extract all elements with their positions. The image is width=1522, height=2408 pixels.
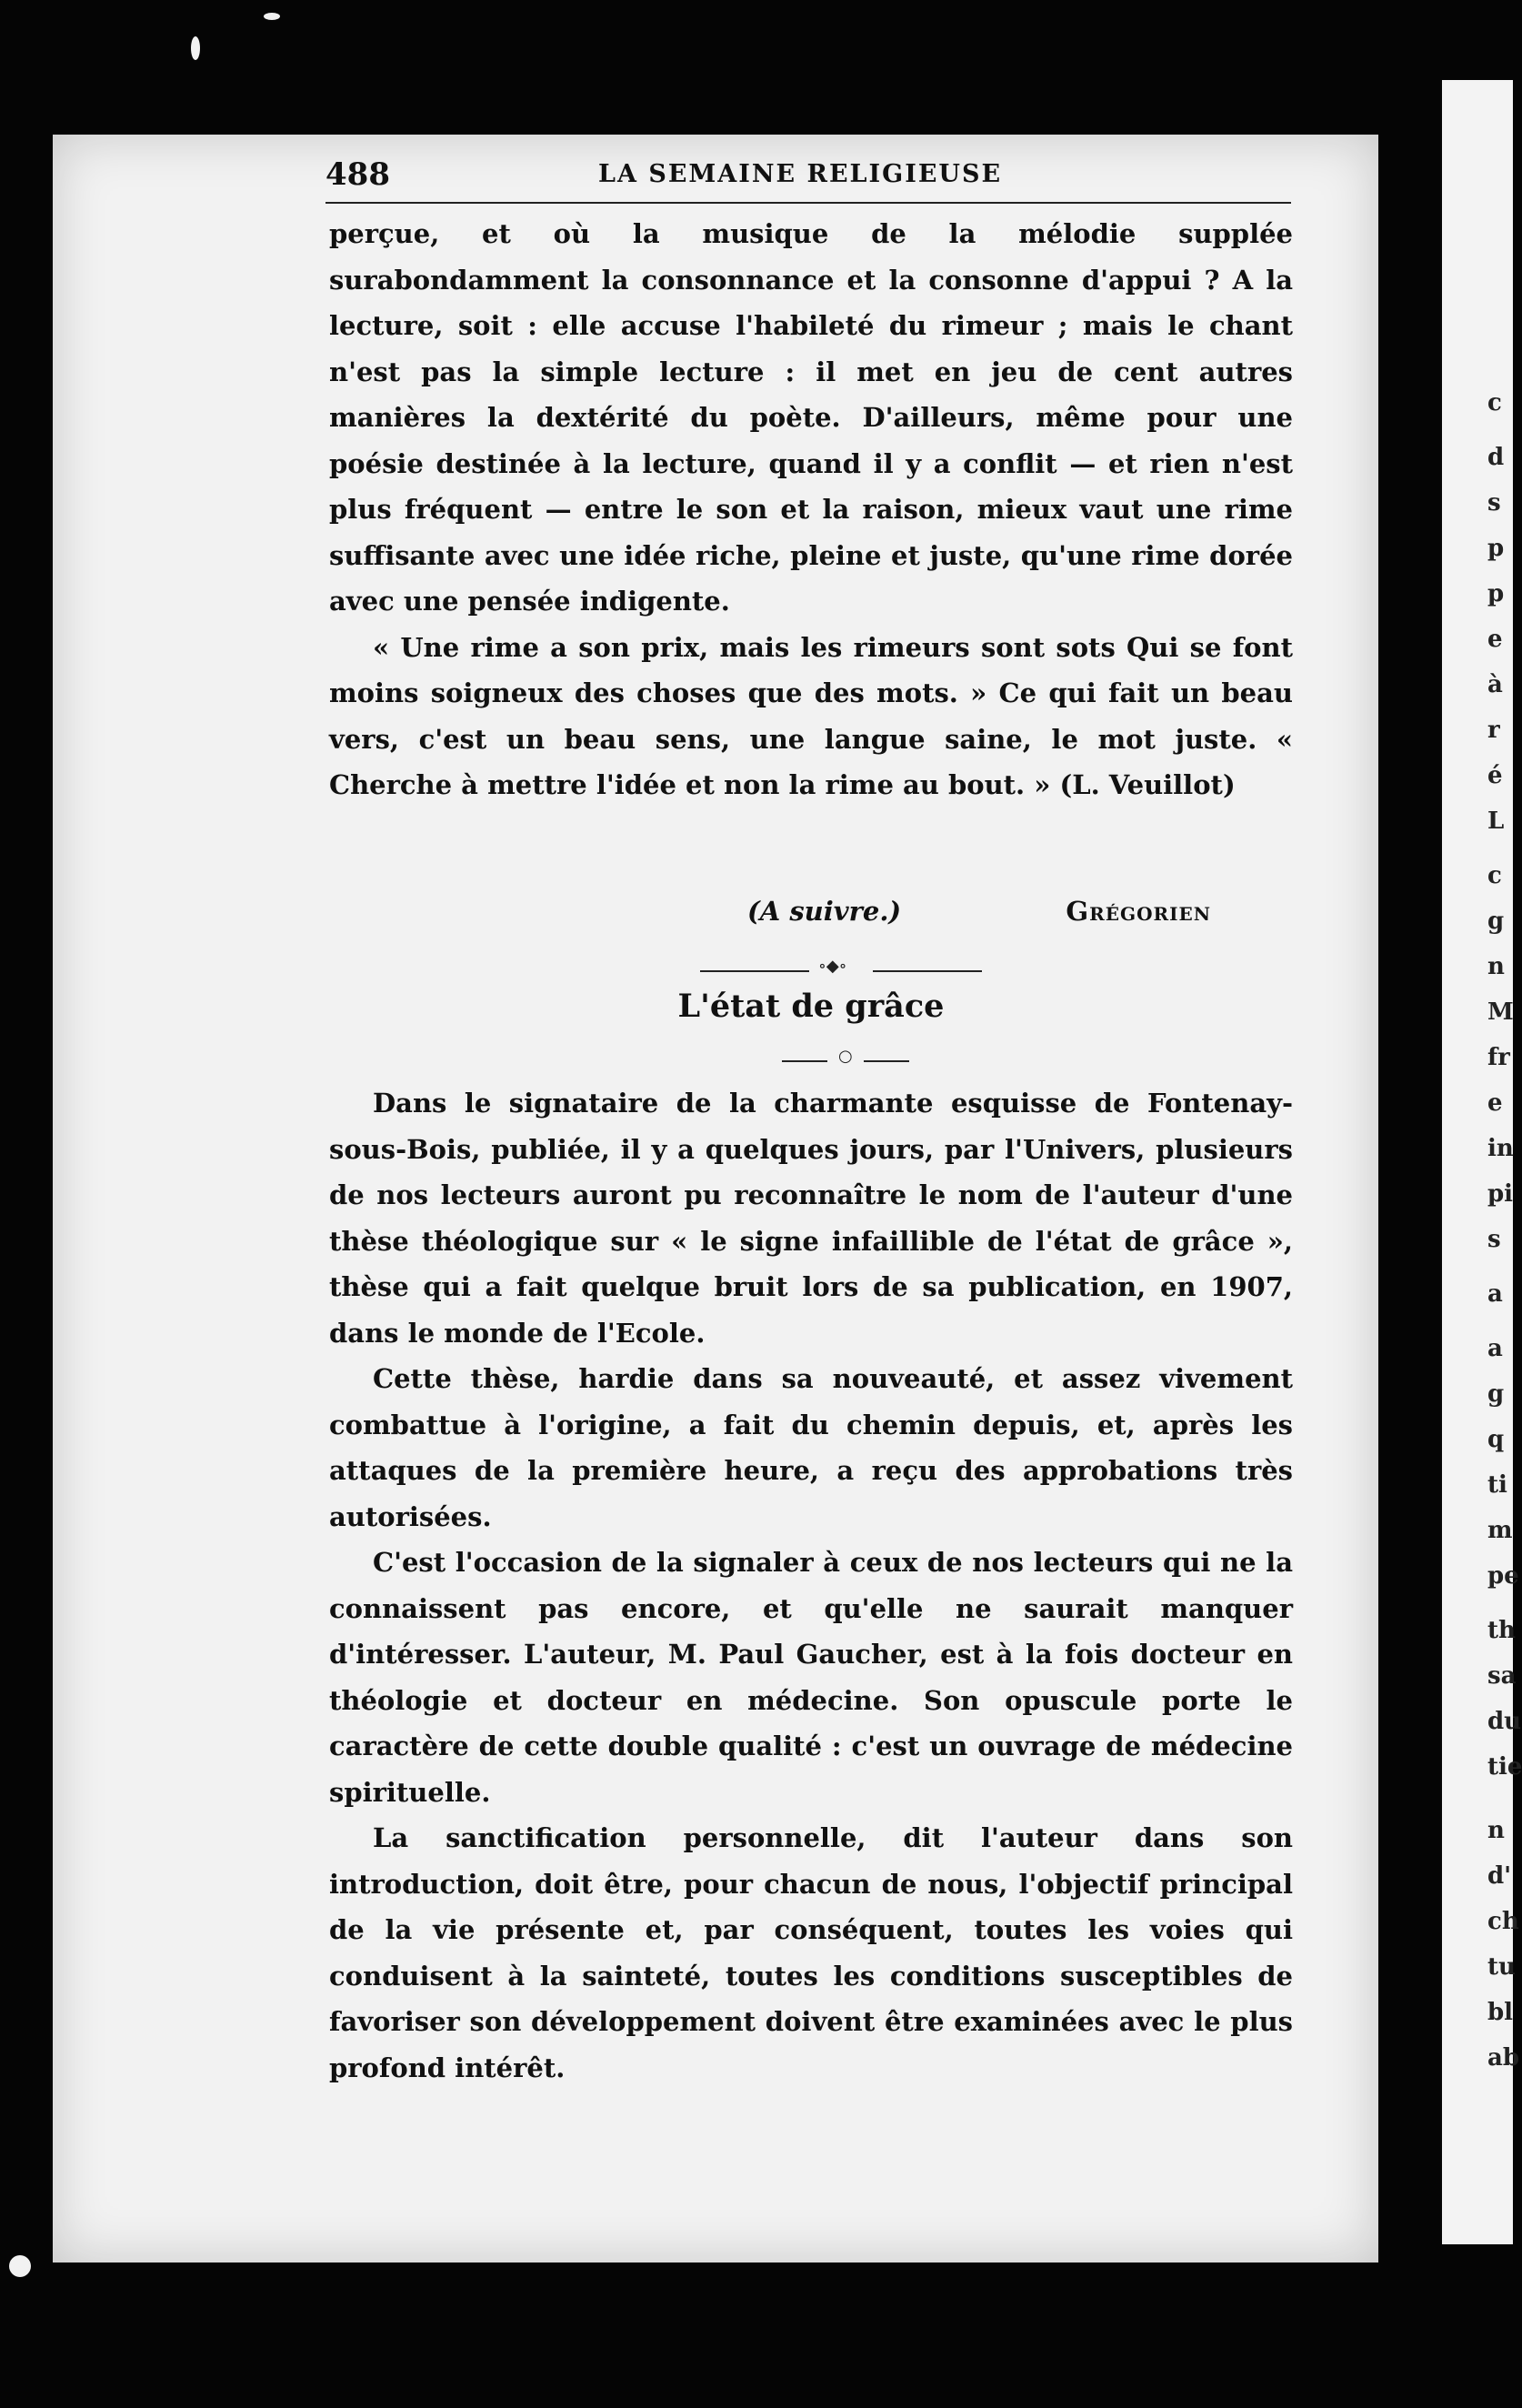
article-paragraph-4: La sanctification personnelle, dit l'auteur dans son introduction, doit être, pour chacun de nous, l'objectif principal de la vie présente et, par conséquent, toutes les voies qui conduisent à la sainteté, toutes les conditions susceptibles de favoriser son développement doivent être examinées avec le plus profond intérêt. [329,1822,1293,2083]
facing-page-fragment: M [1487,998,1514,1026]
facing-page-fragment: bl [1487,1999,1514,2026]
facing-page-fragment: e [1487,626,1503,653]
facing-page-fragment: p [1487,580,1505,607]
facing-page-fragment: g [1487,908,1505,935]
author-signature: Grégorien [1066,896,1211,927]
facing-page-fragment: n [1487,953,1505,980]
running-head [325,156,1291,204]
facing-page-fragment: a [1487,1280,1503,1308]
facing-page-fragment: sa [1487,1662,1517,1690]
to-be-continued: (A suivre.) [747,896,902,927]
facing-page-fragment: ab [1487,2044,1520,2072]
top-paragraph-block [329,211,1293,808]
facing-page-fragment: d [1487,444,1505,471]
facing-page-fragment: p [1487,535,1505,562]
facing-page-fragment: c [1487,389,1502,416]
facing-page-edge [1442,80,1522,2244]
article-paragraph-3: C'est l'occasion de la signaler à ceux de nos lecteurs qui ne la connaissent pas encore, et qu'elle ne saurait manquer d'intéresser. L'auteur, M. Paul Gaucher, est à la fois docteur en théologie et docteur en médecine. Son opuscule porte le caractère de cette double qualité : c'est un ouvrage de médecine spirituelle. [329,1547,1293,1808]
article-paragraph-2: Cette thèse, hardie dans sa nouveauté, et assez vivement combattue à l'origine, a fait du chemin depuis, et, après les attaques de la première heure, a reçu des approbations très autorisées. [329,1363,1293,1532]
scan-speck [264,13,280,20]
facing-page-fragment: pe [1487,1562,1519,1590]
title-rule [782,1047,909,1069]
facing-page-fragment: e [1487,1089,1503,1117]
quote-paragraph: « Une rime a son prix, mais les rimeurs sont sots Qui se font moins soigneux des choses que des mots. » Ce qui fait un beau vers, c'est un beau sens, une langue saine, le mot juste. « Cherche à mettre l'idée et non la rime au bout. » (L. Veuillot) [329,631,1293,800]
top-paragraph: perçue, et où la musique de la mélodie supplée surabondamment la consonnance et la consonne d'appui ? A la lecture, soit : elle accuse l'habileté du rimeur ; mais le chant n'est pas la simple lecture : il met en jeu de cent autres manières la dextérité du poète. D'ailleurs, même pour une poésie destinée à la lecture, quand il y a conflit — et rien n'est plus fréquent — entre le son et la raison, mieux vaut une rime suffisante avec une idée riche, pleine et juste, qu'une rime dorée avec une pensée indigente. [329,218,1293,617]
facing-page-fragment: a [1487,1335,1503,1362]
facing-page-fragment: r [1487,717,1500,744]
facing-page-fragment: m [1487,1517,1513,1544]
facing-page-fragment: q [1487,1426,1505,1453]
facing-page-fragment: g [1487,1380,1505,1408]
facing-page-fragment: ch [1487,1908,1519,1935]
ornament-icon: ∘◆∘ [818,957,847,976]
facing-page-fragment: à [1487,671,1503,698]
facing-page-fragment: tie [1487,1753,1522,1781]
section-divider [700,957,982,980]
journal-title: LA SEMAINE RELIGIEUSE [598,160,1003,188]
facing-page-fragment: ti [1487,1471,1507,1499]
facing-page-fragment: L [1487,808,1505,835]
facing-page-fragment: in [1487,1135,1514,1162]
page-number: 488 [325,156,390,193]
article-title: L'état de grâce [677,988,945,1025]
scan-speck [9,2255,31,2277]
facing-page-fragment: s [1487,1226,1501,1253]
circle-ornament-icon: ○ [838,1047,853,1066]
facing-page-fragment: fr [1487,1044,1510,1071]
facing-page-fragment: n [1487,1817,1505,1844]
facing-page-fragment: é [1487,762,1503,789]
facing-page-fragment: d' [1487,1862,1512,1890]
facing-page-fragment: pi [1487,1180,1514,1208]
article-paragraph-1: Dans le signataire de la charmante esquisse de Fontenay-sous-Bois, publiée, il y a quelques jours, par l'Univers, plusieurs de nos lecteurs auront pu reconnaître le nom de l'auteur d'une thèse théologique sur « le signe infaillible de l'état de grâce », thèse qui a fait quelque bruit lors de sa publication, en 1907, dans le monde de l'Ecole. [329,1088,1293,1349]
facing-page-fragment: c [1487,862,1502,889]
signature-line [329,896,1293,943]
facing-page-fragment: th [1487,1617,1516,1644]
facing-page-fragment: s [1487,489,1501,517]
facing-page-fragment: du [1487,1708,1522,1735]
article-body [329,1080,1293,2091]
facing-page-fragment: tu [1487,1953,1516,1981]
scan-speck [191,36,200,60]
